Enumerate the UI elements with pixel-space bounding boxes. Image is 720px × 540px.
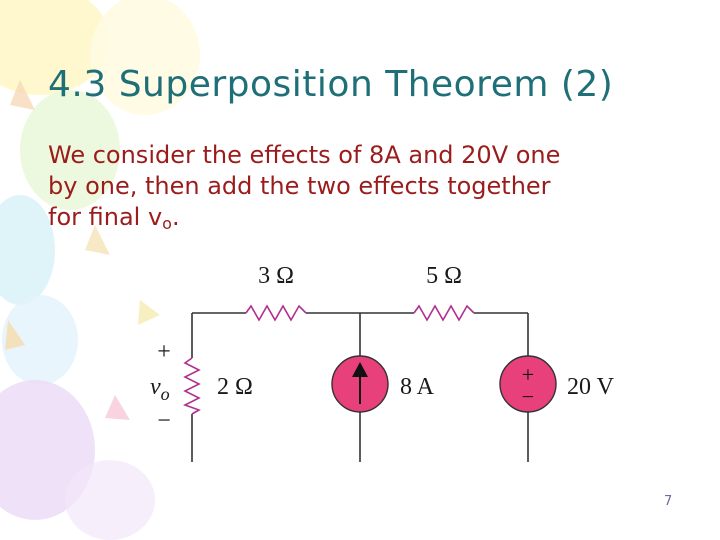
resistor-3-ohm-label: 3 Ω	[258, 263, 294, 289]
body-line-3-suffix: .	[171, 203, 180, 231]
resistor-2-ohm-label: 2 Ω	[217, 374, 253, 400]
slide-title: 4.3 Superposition Theorem (2)	[48, 64, 614, 105]
resistor-5-ohm-label: 5 Ω	[426, 263, 462, 289]
voltage-source-plus: +	[521, 362, 535, 387]
body-line-1: We consider the effects of 8A and 20V one	[48, 141, 561, 169]
body-line-3: for final v	[48, 203, 163, 231]
body-line-2: by one, then add the two effects together	[48, 172, 551, 200]
voltage-source-minus: −	[521, 384, 535, 409]
vo-plus-sign: +	[157, 339, 171, 365]
voltage-source-label: 20 V	[567, 374, 614, 400]
resistor-2-ohm	[185, 358, 199, 414]
resistor-3-ohm	[246, 306, 306, 320]
current-source-8a	[332, 356, 388, 412]
vo-label: $v_o$	[150, 374, 170, 404]
resistor-5-ohm	[414, 306, 474, 320]
page-number: 7	[664, 494, 673, 509]
current-source-label: 8 A	[400, 374, 435, 400]
voltage-source-20v	[500, 356, 556, 412]
vo-minus-sign: −	[157, 408, 171, 434]
body-line-3-subscript: o	[162, 214, 172, 233]
